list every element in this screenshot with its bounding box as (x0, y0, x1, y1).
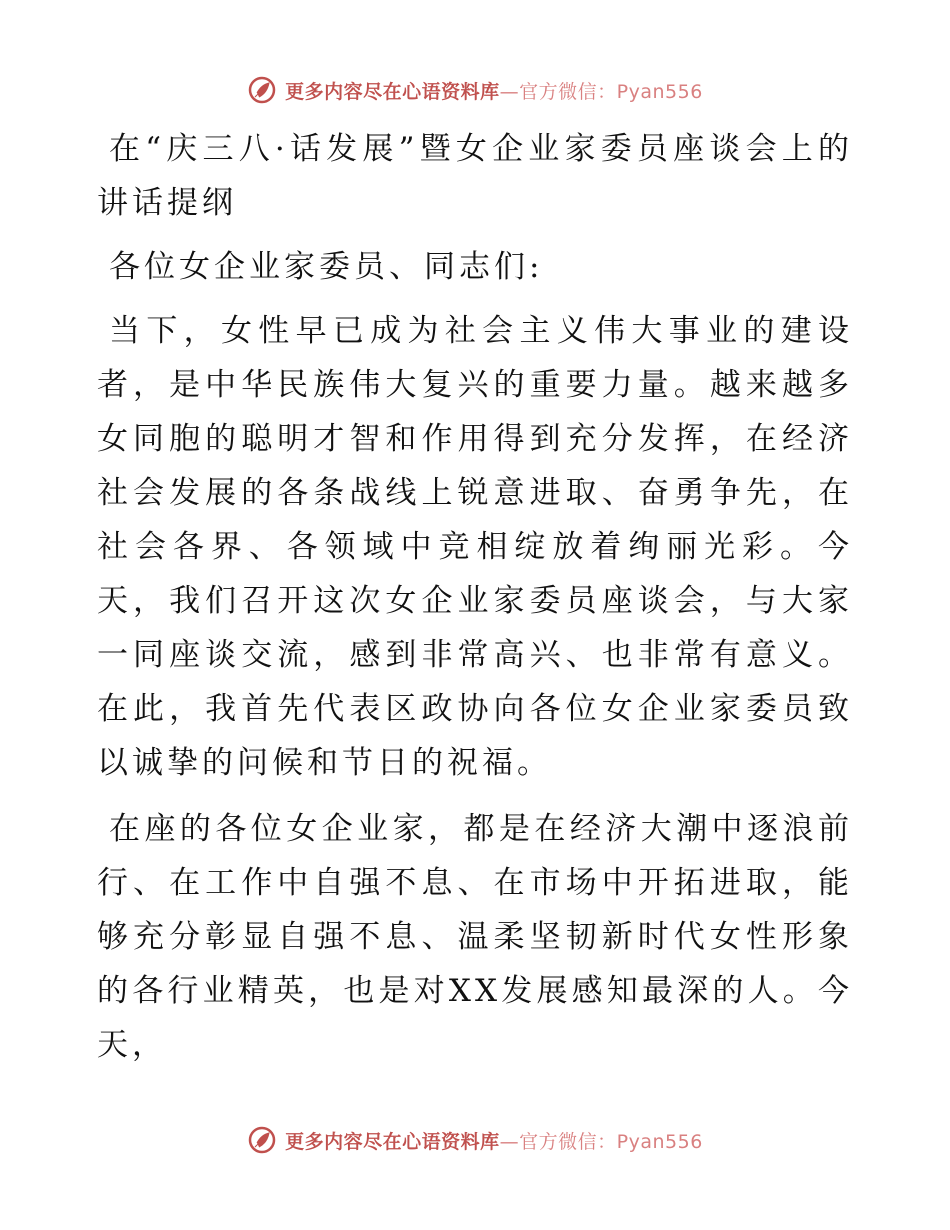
feather-logo-icon (247, 75, 277, 105)
watermark-text: 更多内容尽在心语资料库—官方微信：Pyan556 (285, 80, 703, 103)
salutation: 各位女企业家委员、同志们: (109, 249, 544, 285)
watermark-text: 更多内容尽在心语资料库—官方微信：Pyan556 (285, 1130, 703, 1153)
watermark-header (0, 70, 950, 110)
watermark-footer (0, 1120, 950, 1160)
paragraph: 在座的各位女企业家，都是在经济大潮中逐浪前行、在工作中自强不息、在市场中开拓进取，能够充分彰显自强不息、温柔坚韧新时代女性形象的各行业精英，也是对XX发展感知最深的人。今天， (97, 811, 853, 1063)
feather-logo-icon (247, 1125, 277, 1155)
paragraph: 当下，女性早已成为社会主义伟大事业的建设者，是中华民族伟大复兴的重要力量。越来越多女同胞的聪明才智和作用得到充分发挥，在经济社会发展的各条战线上锐意进取、奋勇争先，在社会各界、各领域中竞相绽放着绚丽光彩。今天，我们召开这次女企业家委员座谈会，与大家一同座谈交流，感到非常高兴、也非常有意义。在此，我首先代表区政协向各位女企业家委员致以诚挚的问候和节日的祝福。 (97, 313, 853, 781)
document-title: 在“庆三八·话发展”暨女企业家委员座谈会上的讲话提纲 (97, 131, 853, 221)
document-body (97, 122, 853, 1072)
